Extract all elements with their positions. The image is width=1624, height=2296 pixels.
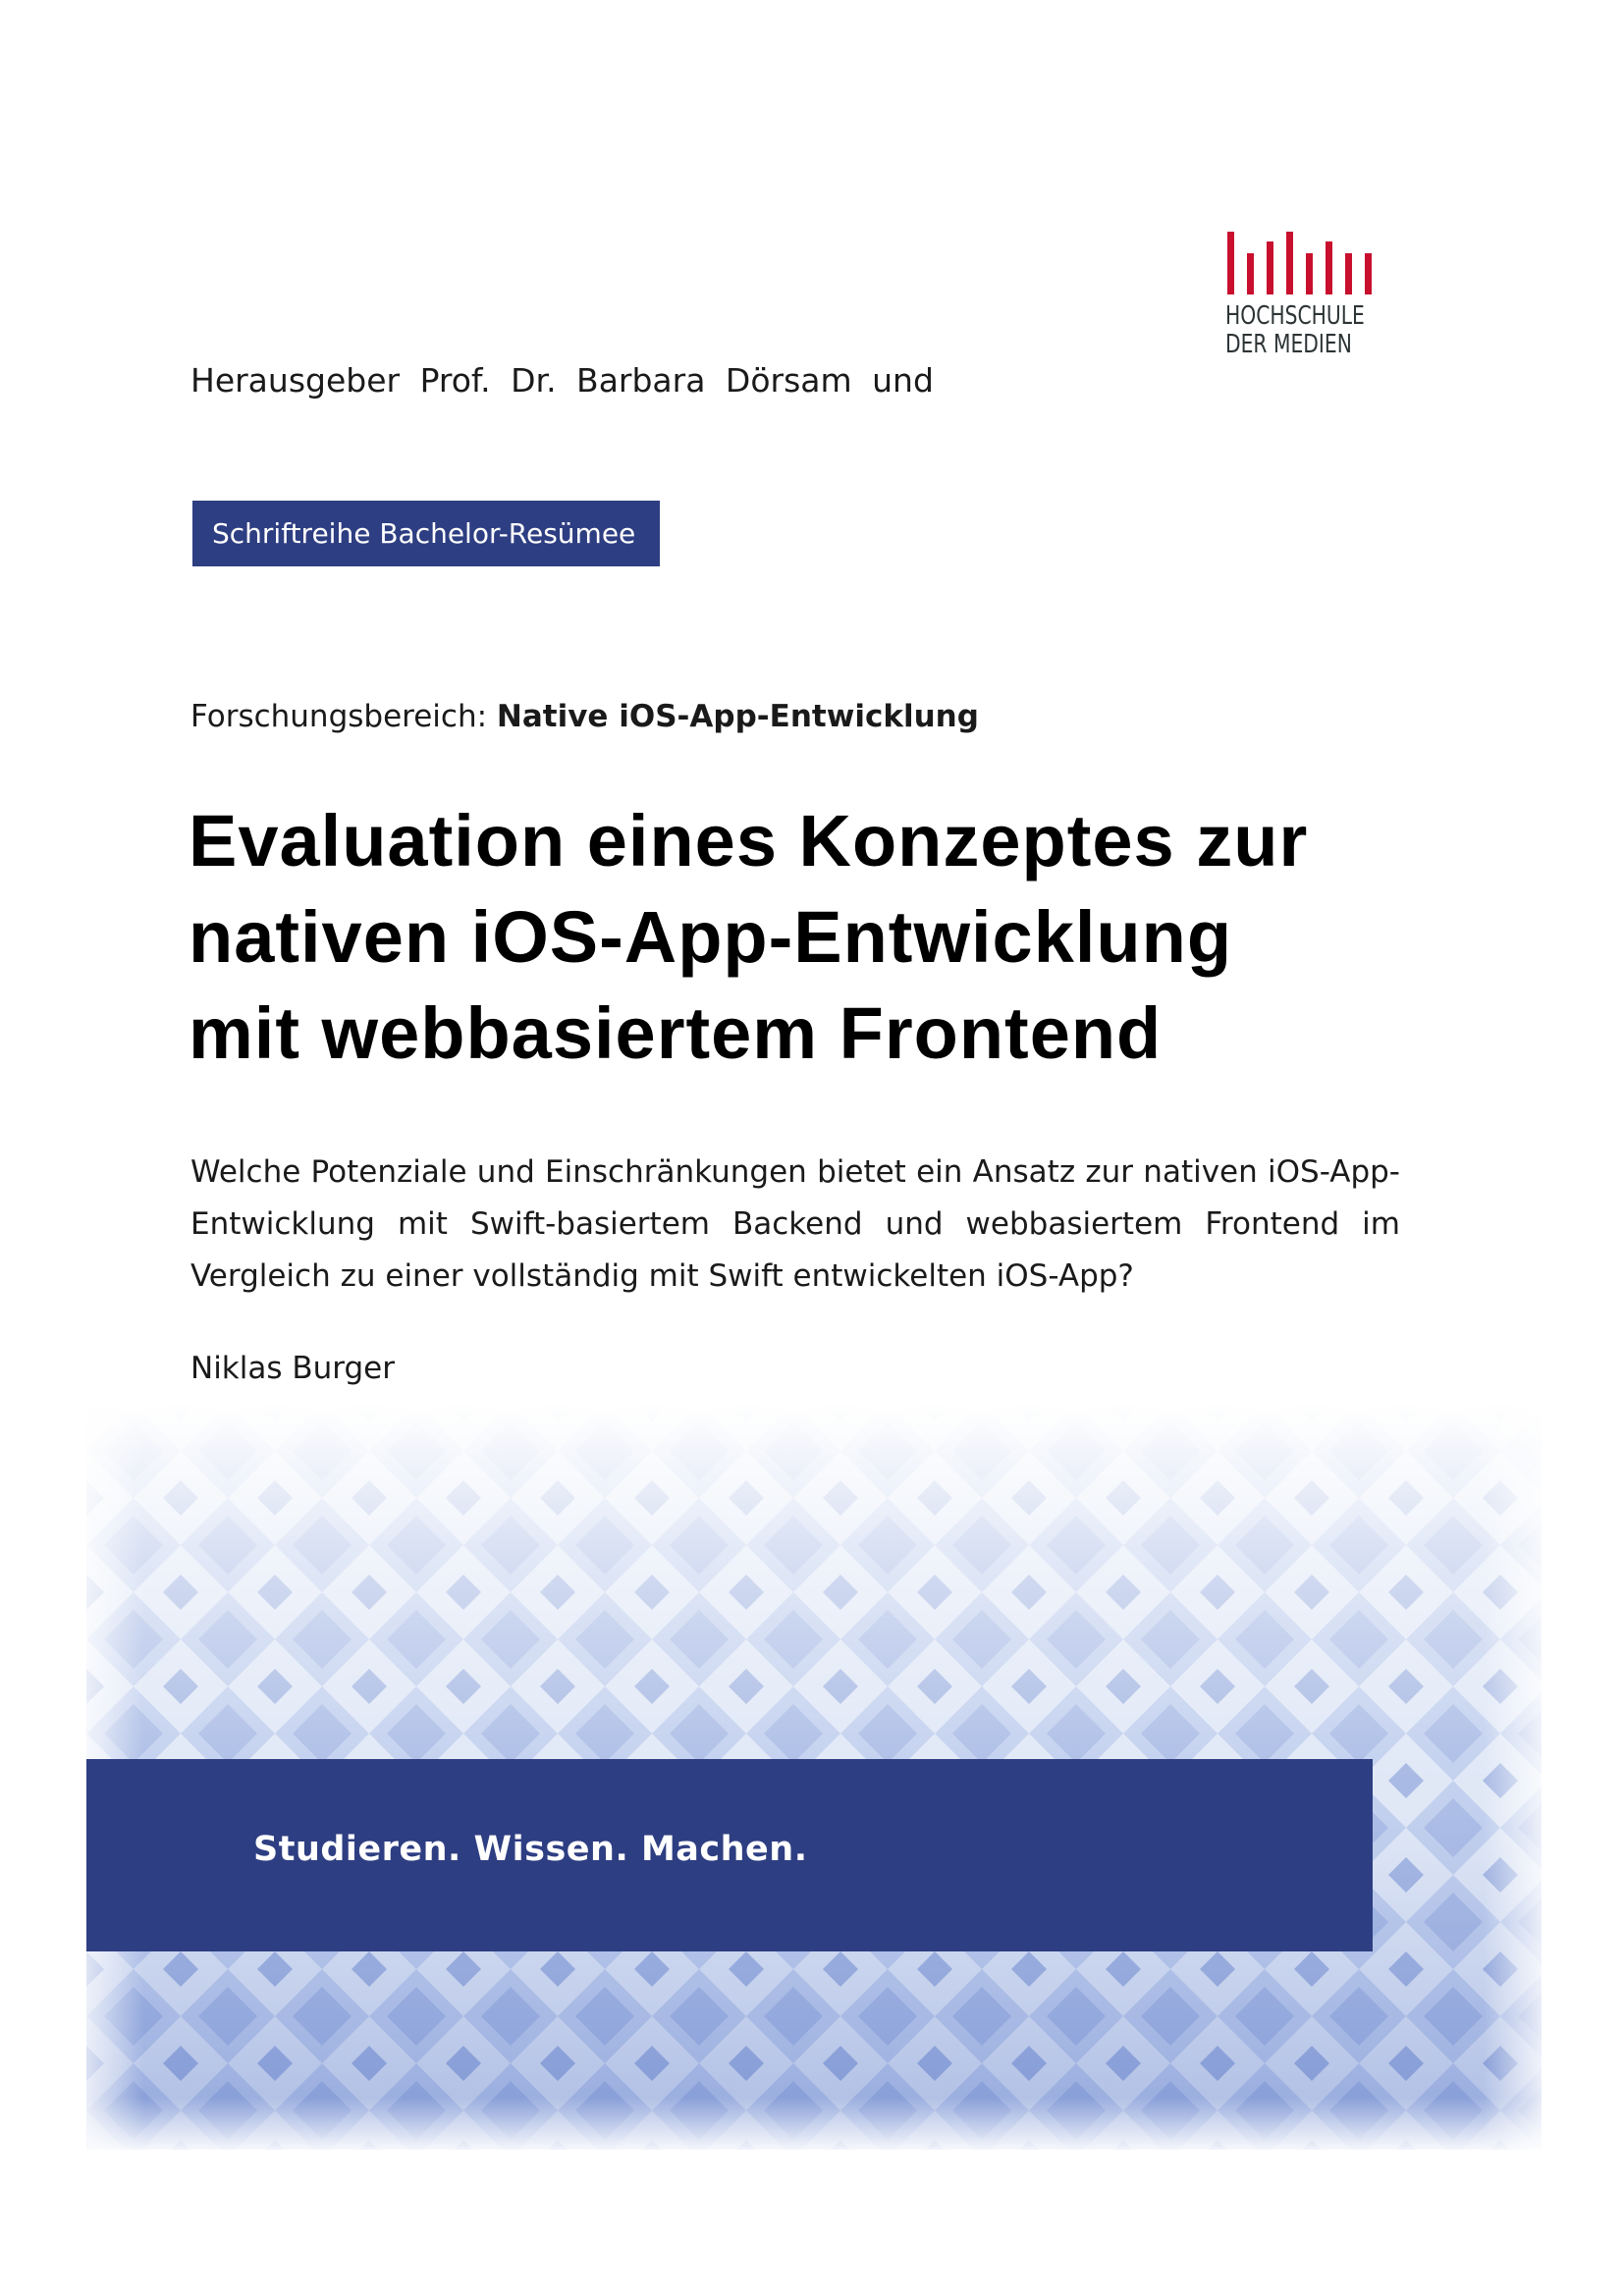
- author-name: Niklas Burger: [190, 1351, 395, 1386]
- slogan-text: Studieren. Wissen. Machen.: [253, 1830, 808, 1869]
- research-area-value: Native iOS-App-Entwicklung: [496, 699, 979, 734]
- slogan-banner: [86, 1759, 1373, 1951]
- research-question: Welche Potenziale und Einschränkungen bietet ein Ansatz zur nativen iOS-App-Entwicklung mit Swift-basiertem Backend und webbasiertem Frontend im Vergleich zu einer vollständig mit Swift entwickelten iOS-App?: [190, 1154, 1400, 1294]
- hdm-logo-text: [1225, 302, 1365, 359]
- title-line-1: Evaluation eines Konzeptes zur: [189, 800, 1309, 881]
- logo-line-2: DER MEDIEN: [1225, 330, 1352, 359]
- series-label: Schriftreihe Bachelor-Resümee: [212, 517, 636, 550]
- hdm-logo: [1225, 232, 1394, 369]
- document-title: [189, 793, 1465, 1082]
- research-area-label: Forschungsbereich:: [190, 699, 497, 734]
- hdm-logo-bars-icon: [1225, 232, 1382, 294]
- title-line-2: nativen iOS-App-Entwicklung: [189, 896, 1233, 978]
- research-area: [190, 699, 979, 734]
- logo-line-1: HOCHSCHULE: [1225, 301, 1365, 331]
- title-line-3: mit webbasiertem Frontend: [189, 992, 1163, 1074]
- series-label-box: [192, 501, 660, 566]
- editor-line: Herausgeber Prof. Dr. Barbara Dörsam und: [190, 361, 934, 400]
